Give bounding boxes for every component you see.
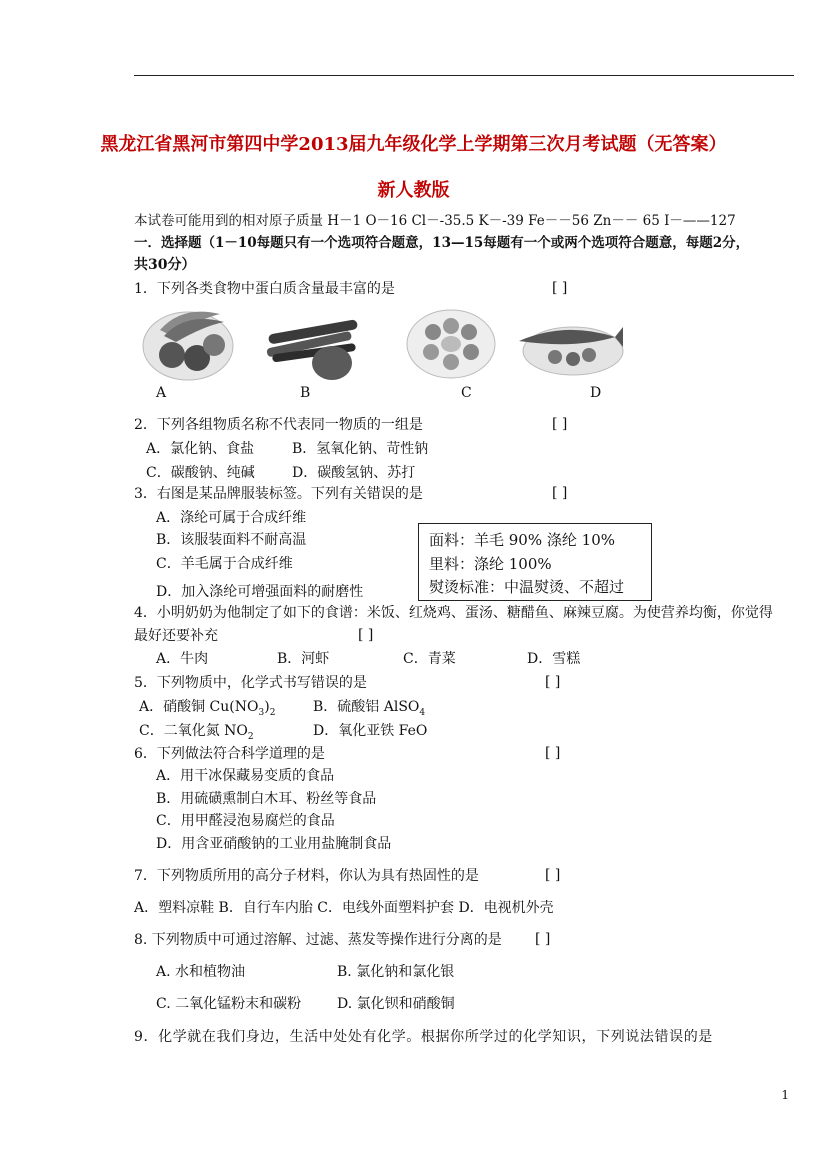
q9-text: 9．化学就在我们身边，生活中处处有化学。根据你所学过的化学知识，下列说法错误的是 (134, 1029, 713, 1045)
q6-option-b: B．用硫磺熏制白木耳、粉丝等食品 (156, 791, 377, 807)
q3-text: 3．右图是某品牌服装标签。下列有关错误的是 (134, 486, 423, 502)
q5-option-d: D．氧化亚铁 FeO (313, 723, 428, 739)
q3-bracket: [ ] (552, 485, 568, 501)
clothing-tag (418, 523, 652, 601)
food-label-a: A (156, 385, 167, 401)
q3-option-c: C．羊毛属于合成纤维 (156, 556, 293, 572)
q7-bracket: [ ] (545, 867, 561, 883)
atomic-masses: 本试卷可能用到的相对原子质量 H－1 O－16 Cl－-35.5 K－-39 Fe－－56 Zn－－ 65 I－——127 (134, 213, 736, 229)
food-label-d: D (590, 385, 602, 401)
q3-option-a: A．涤纶可属于合成纤维 (156, 510, 307, 526)
q8-option-d: D. 氯化钡和硝酸铜 (337, 996, 455, 1012)
q2-option-a: A．氯化钠、食盐 (146, 441, 255, 457)
q4-option-a: A．牛肉 (156, 651, 209, 667)
tag-line-3: 熨烫标准：中温熨烫、不超过 (429, 578, 625, 596)
tag-line-1: 面料：羊毛 90% 涤纶 10% (429, 531, 615, 549)
q8-option-b: B. 氯化钠和氯化银 (337, 964, 455, 980)
q2-option-d: D．碳酸氢钠、苏打 (292, 465, 416, 481)
q2-option-c: C．碳酸钠、纯碱 (146, 465, 255, 481)
q6-option-a: A．用干冰保藏易变质的食品 (156, 768, 335, 784)
q6-option-d: D．用含亚硝酸钠的工业用盐腌制食品 (156, 836, 392, 852)
food-image-a (142, 300, 242, 382)
q3-option-d: D．加入涤纶可增强面料的耐磨性 (156, 584, 364, 600)
q4-option-d: D．雪糕 (527, 651, 581, 667)
q3-option-b: B．该服装面料不耐高温 (156, 532, 307, 548)
q8-option-a: A. 水和植物油 (156, 964, 246, 980)
q6-option-c: C．用甲醛浸泡易腐烂的食品 (156, 813, 335, 829)
q8-option-c: C. 二氧化锰粉末和碳粉 (156, 996, 302, 1012)
q1-bracket: [ ] (552, 280, 568, 296)
section-heading-b: 共30分） (134, 257, 196, 273)
q8-text: 8. 下列物质中可通过溶解、过滤、蒸发等操作进行分离的是 (134, 932, 502, 948)
q6-text: 6．下列做法符合科学道理的是 (134, 746, 325, 762)
section-heading-a: 一．选择题（1－10每题只有一个选项符合题意，13—15每题有一个或两个选项符合题意，每题2分， (134, 235, 750, 251)
title-line-2: 新人教版 (377, 180, 450, 201)
q4-option-c: C．青菜 (403, 651, 456, 667)
tag-line-2: 里料：涤纶 100% (429, 555, 552, 573)
q5-option-c: C．二氧化氮 $NO_2$ (139, 723, 254, 742)
q4-bracket: [ ] (358, 627, 374, 643)
food-label-b: B (300, 385, 311, 401)
q2-text: 2．下列各组物质名称不代表同一物质的一组是 (134, 417, 423, 433)
header-rule (134, 75, 794, 76)
q2-bracket: [ ] (552, 416, 568, 432)
q5-bracket: [ ] (545, 674, 561, 690)
q1-text: 1．下列各类食物中蛋白质含量最丰富的是 (134, 281, 395, 297)
q4-text-b: 最好还要补充 (134, 628, 218, 644)
page-number: 1 (781, 1088, 789, 1102)
food-label-c: C (461, 385, 472, 401)
q5-option-b: B．硫酸铝 AlSO$_4$ (313, 699, 426, 718)
q2-option-b: B．氢氧化钠、苛性钠 (292, 441, 429, 457)
title-line-1: 黑龙江省黑河市第四中学2013届九年级化学上学期第三次月考试题（无答案） (100, 134, 727, 155)
q7-text: 7．下列物质所用的高分子材料，你认为具有热固性的是 (134, 868, 479, 884)
food-image-c (405, 308, 497, 380)
q4-text-a: 4．小明奶奶为他制定了如下的食谱：米饭、红烧鸡、蛋汤、糖醋鱼、麻辣豆腐。为使营养均衡，你觉得 (134, 605, 773, 621)
food-image-b (262, 305, 364, 385)
q6-bracket: [ ] (545, 745, 561, 761)
q8-bracket: [ ] (535, 931, 551, 947)
q5-option-a: A．硝酸铜 $Cu(NO_3)_2$ (139, 699, 276, 718)
food-image-d (515, 315, 625, 377)
q5-text: 5．下列物质中，化学式书写错误的是 (134, 675, 367, 691)
q7-options: A．塑料凉鞋 B．自行车内胎 C．电线外面塑料护套 D．电视机外壳 (134, 900, 554, 916)
q4-option-b: B．河虾 (277, 651, 330, 667)
